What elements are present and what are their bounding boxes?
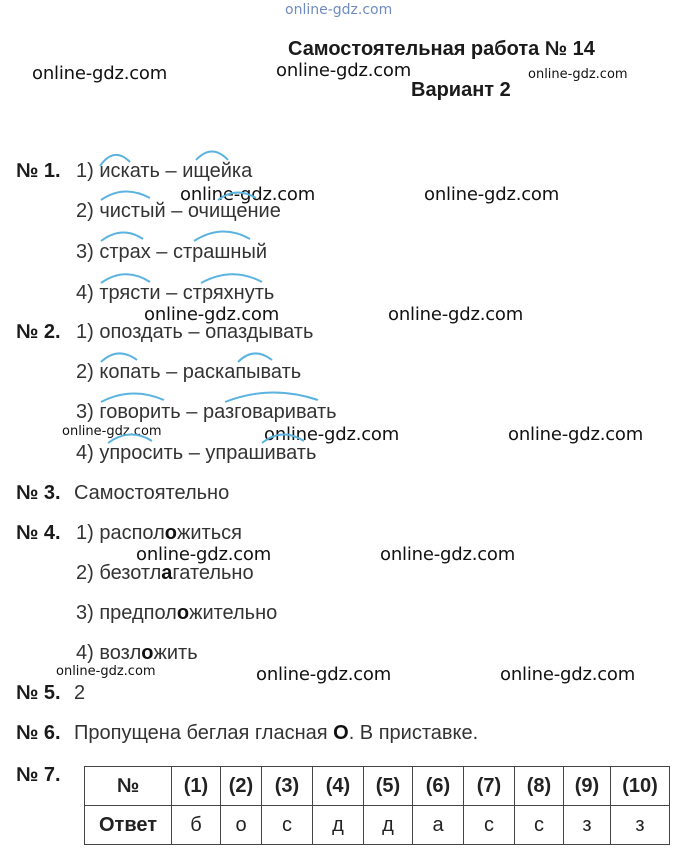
variant-title: Вариант 2 (411, 79, 511, 101)
root-arc (194, 231, 250, 241)
page-title: Самостоятельная работа № 14 (288, 38, 595, 60)
table-col-header: (6) (413, 767, 464, 806)
root-arc (101, 232, 143, 241)
task-2-number: № 2. (16, 321, 61, 343)
watermark: online-gdz.com (424, 184, 560, 205)
table-col-header: (1) (172, 767, 221, 806)
task-1-item-2: 2) чистый – очищение (76, 200, 281, 222)
table-col-header: (4) (313, 767, 364, 806)
watermark: online-gdz.com (32, 63, 168, 84)
watermark: online-gdz.com (380, 544, 516, 565)
table-cell: с (515, 806, 564, 845)
watermark: online-gdz.com (62, 424, 162, 439)
table-col-header: (5) (364, 767, 413, 806)
task-5-number: № 5. (16, 682, 61, 704)
task-3-number: № 3. (16, 482, 61, 504)
table-cell: з (611, 806, 670, 845)
table-cell: с (262, 806, 313, 845)
watermark: online-gdz.com (180, 184, 316, 205)
table-cell: о (221, 806, 262, 845)
table-cell: д (313, 806, 364, 845)
task-4-item-3: 3) предположительно (76, 602, 278, 624)
table-col-header: (9) (564, 767, 611, 806)
task-7-number: № 7. (16, 764, 61, 786)
watermark: online-gdz.com (256, 664, 392, 685)
table-cell: б (172, 806, 221, 845)
watermark: online-gdz.com (144, 304, 280, 325)
task-5-text: 2 (74, 682, 86, 704)
root-arc (101, 191, 150, 200)
task-1-item-3: 3) страх – страшный (76, 241, 268, 263)
root-arc (196, 152, 228, 161)
watermark: online-gdz.com (500, 664, 636, 685)
table-header-row (85, 767, 670, 806)
task-1-number: № 1. (16, 160, 61, 182)
table-col-header: (8) (515, 767, 564, 806)
task-1-item-1: 1) искать – ищейка (76, 160, 253, 182)
watermark: online-gdz.com (56, 664, 156, 679)
task-4-item-1: 1) расположиться (76, 522, 242, 544)
task-2-item-2: 2) копать – раскапывать (76, 361, 302, 383)
watermark: online-gdz.com (136, 544, 272, 565)
watermark: online-gdz.com (508, 424, 644, 445)
table-col-header: (2) (221, 767, 262, 806)
task-4-item-2: 2) безотлагательно (76, 562, 254, 584)
table-cell: д (364, 806, 413, 845)
task-2-item-4: 4) упросить – упрашивать (76, 442, 317, 464)
task-2-item-3: 3) говорить – разговаривать (76, 401, 337, 423)
task-2-item-1: 1) опоздать – опаздывать (76, 321, 314, 343)
task-6-number: № 6. (16, 722, 61, 744)
task-6-text: Пропущена беглая гласная О. В приставке. (74, 722, 479, 744)
watermark-top: online-gdz.com (285, 2, 393, 18)
watermark: online-gdz.com (276, 60, 412, 81)
task-1-item-4: 4) трясти – стряхнуть (76, 282, 275, 304)
watermark: online-gdz.com (264, 424, 400, 445)
watermark: online-gdz.com (528, 67, 628, 82)
task-4-item-4: 4) возложить (76, 642, 198, 664)
table-answer-row (85, 806, 670, 845)
table-cell: с (464, 806, 515, 845)
table-cell: а (413, 806, 464, 845)
task-4-number: № 4. (16, 522, 61, 544)
task-3-text: Самостоятельно (74, 482, 230, 504)
table-col-header: (7) (464, 767, 515, 806)
table-cell: з (564, 806, 611, 845)
answer-table (84, 766, 670, 845)
table-row-label: Ответ (85, 806, 172, 845)
table-col-header: (3) (262, 767, 313, 806)
table-col-header: (10) (611, 767, 670, 806)
watermark: online-gdz.com (388, 304, 524, 325)
table-header-label: № (85, 767, 172, 806)
